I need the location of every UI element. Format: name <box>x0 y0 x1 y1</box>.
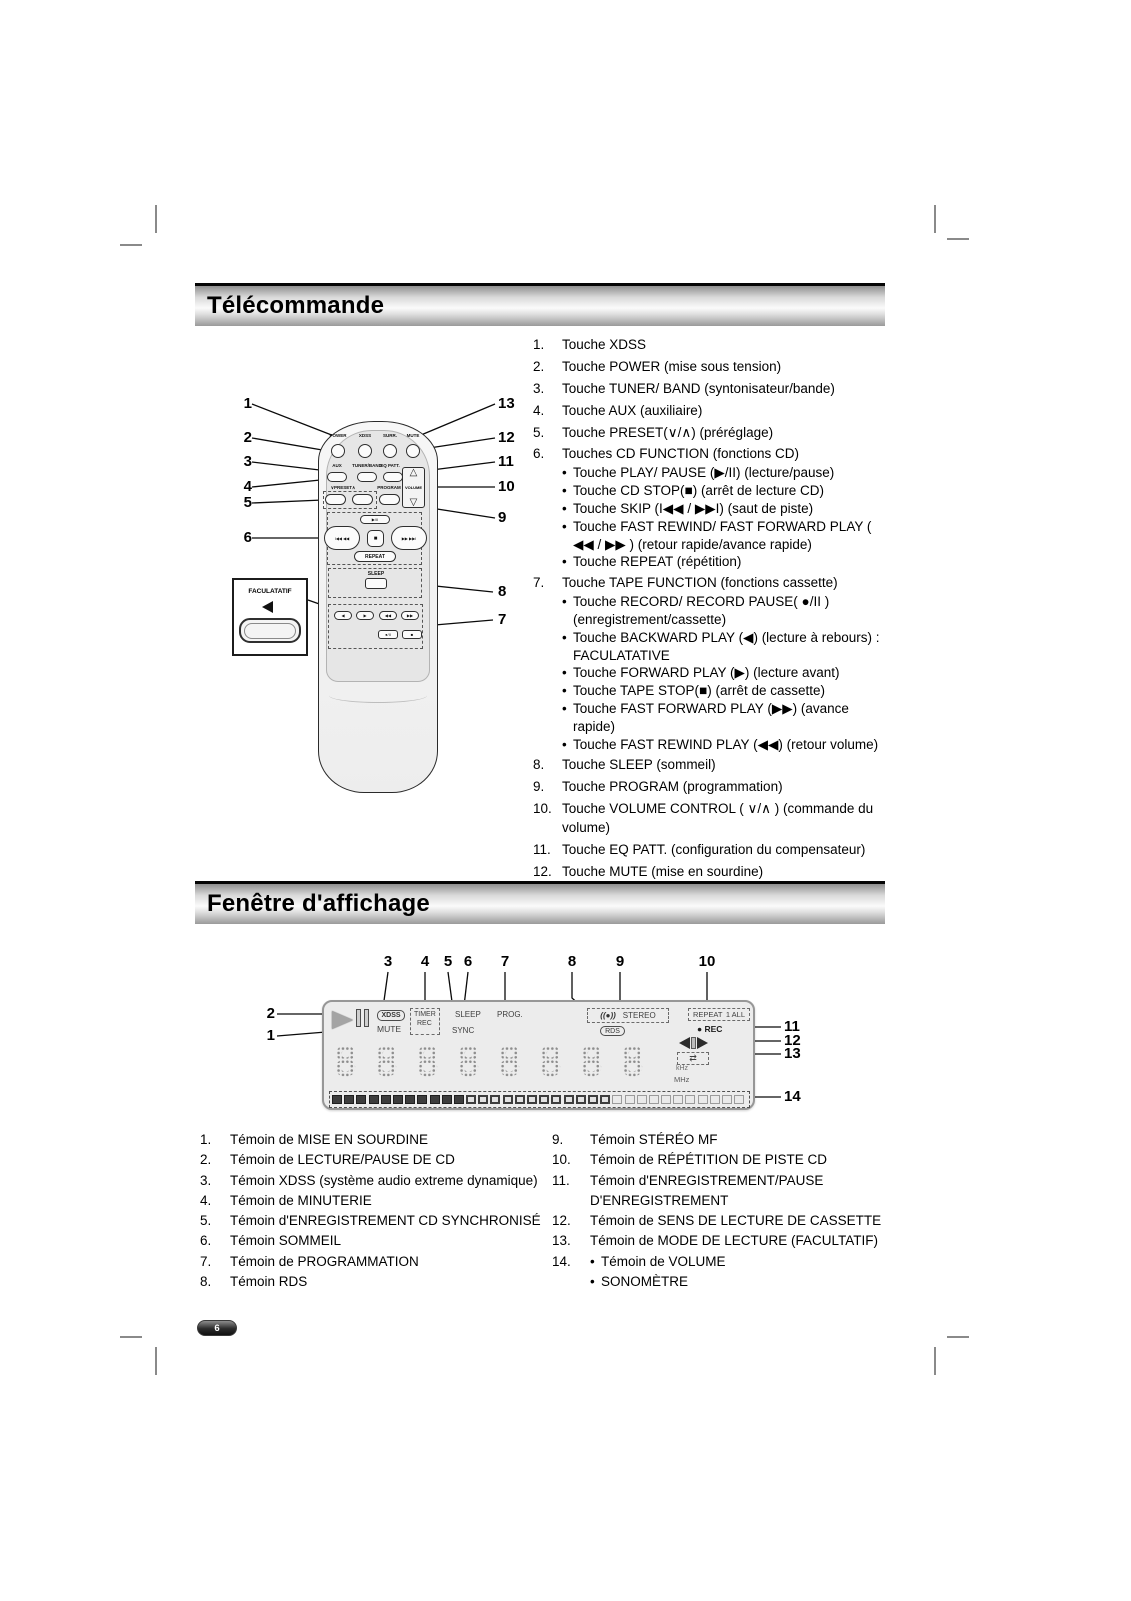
meter-segment <box>539 1095 549 1104</box>
meter-segment <box>661 1095 671 1104</box>
crop-mark <box>947 238 969 240</box>
cd-play-pause-button: ▶/II <box>360 515 390 524</box>
page-number-badge <box>197 1320 237 1336</box>
list-item <box>552 1231 908 1251</box>
display-indicator-list-right <box>552 1130 908 1292</box>
repeat-1-all-indicator: 1 ALL <box>725 1010 745 1019</box>
item-bullet: • Touche RECORD/ RECORD PAUSE( ●/II ) (enregistrement/cassette) <box>562 593 893 629</box>
callout-number: 8 <box>567 953 577 970</box>
item-number: 2. <box>200 1152 212 1168</box>
item-number: 5. <box>200 1213 212 1228</box>
mhz-label: MHz <box>674 1075 690 1084</box>
list-item <box>552 1130 908 1150</box>
list-item <box>533 756 893 775</box>
pause-indicator-icon <box>356 1009 361 1027</box>
callout-number: 14 <box>784 1088 801 1105</box>
meter-segment <box>527 1095 537 1104</box>
list-item <box>533 402 893 421</box>
surr-button <box>383 444 397 458</box>
crop-mark <box>155 1347 157 1375</box>
item-text: Touche AUX (auxiliaire) <box>562 402 703 418</box>
xdss-button-label: XDSS <box>358 433 372 438</box>
mute-button-label: MUTE <box>406 433 420 438</box>
callout-number: 13 <box>784 1045 801 1062</box>
callout-number: 7 <box>500 953 510 970</box>
mute-indicator: MUTE <box>377 1024 402 1034</box>
meter-segment <box>344 1095 354 1104</box>
crop-mark <box>120 244 142 246</box>
remote-body-seam <box>329 688 427 703</box>
crop-mark <box>155 205 157 233</box>
item-number: 5. <box>533 424 545 440</box>
item-number: 6. <box>200 1233 212 1249</box>
item-text: Touches CD FUNCTION (fonctions CD) <box>562 446 800 462</box>
item-text: Témoin de PROGRAMMATION <box>230 1253 419 1269</box>
list-item <box>200 1231 550 1251</box>
item-bullet: • Témoin de VOLUME <box>590 1252 908 1272</box>
meter-segment <box>551 1095 561 1104</box>
meter-segment <box>673 1095 683 1104</box>
callout-number: 4 <box>420 953 430 970</box>
item-bullet: • Touche FAST REWIND/ FAST FORWARD PLAY ( ◀◀ / ▶▶ ) (retour rapide/avance rapide) <box>562 518 893 554</box>
meter-segment <box>430 1095 440 1104</box>
item-number: 14. <box>552 1253 571 1269</box>
callout-number: 9 <box>498 509 507 526</box>
item-number: 12. <box>552 1213 571 1228</box>
crop-mark <box>947 1336 969 1338</box>
crop-mark <box>120 1336 142 1338</box>
item-number: 3. <box>200 1172 212 1188</box>
tuner-band-button-label: TUNER/BAND <box>352 463 382 468</box>
callout-number: 9 <box>615 953 625 970</box>
item-number: 11. <box>552 1172 570 1188</box>
play-indicator-icon <box>332 1011 353 1029</box>
sleep-button <box>365 578 387 589</box>
eq-patt-button <box>383 472 403 482</box>
callout-number: 1 <box>243 395 252 412</box>
item-number: 4. <box>533 402 545 418</box>
item-text: Témoin SOMMEIL <box>230 1233 342 1249</box>
item-text: Touche SLEEP (sommeil) <box>562 757 716 773</box>
meter-segment <box>734 1095 744 1104</box>
item-number: 8. <box>200 1273 212 1289</box>
item-number: 9. <box>533 779 545 795</box>
reverse-mode-indicator-box <box>677 1052 709 1065</box>
list-item <box>533 358 893 377</box>
sleep-button-label: SLEEP <box>367 571 385 577</box>
item-text: Témoin de SENS DE LECTURE DE CASSETTE <box>590 1213 882 1228</box>
repeat-indicator: REPEAT <box>693 1010 723 1019</box>
display-panel <box>322 1000 755 1110</box>
section-title: Fenêtre d'affichage <box>207 890 430 917</box>
list-item <box>533 380 893 399</box>
meter-segment <box>417 1095 427 1104</box>
callout-number: 2 <box>243 429 252 446</box>
meter-segment <box>369 1095 379 1104</box>
faculatatif-button <box>239 618 301 643</box>
callout-number: 1 <box>266 1027 275 1044</box>
item-text: Témoin de MODE DE LECTURE (FACULTATIF) <box>590 1233 879 1249</box>
list-item <box>200 1150 550 1170</box>
callout-number: 7 <box>498 611 507 628</box>
item-text: Témoin d'ENREGISTREMENT CD SYNCHRONISÉ <box>230 1213 541 1228</box>
callout-number: 10 <box>498 478 515 495</box>
callout-number: 3 <box>243 453 252 470</box>
item-number: 10. <box>552 1152 571 1168</box>
item-bullet: • Touche REPEAT (répétition) <box>562 553 893 571</box>
list-item <box>552 1150 908 1170</box>
faculatatif-inset-box <box>232 578 308 656</box>
tuner-band-button <box>357 472 377 482</box>
meter-segment <box>625 1095 635 1104</box>
cd-stop-button: ■ <box>367 530 384 547</box>
item-text: Témoin RDS <box>230 1273 308 1289</box>
timer-indicator: TIMER <box>414 1011 436 1018</box>
meter-segment <box>442 1095 452 1104</box>
item-text: Touche TUNER/ BAND (syntonisateur/bande) <box>562 380 835 396</box>
list-item <box>533 574 893 753</box>
section-title: Télécommande <box>207 292 385 319</box>
tape-direction-indicator <box>679 1037 708 1049</box>
meter-segment <box>478 1095 488 1104</box>
stereo-indicator: STEREO <box>622 1011 656 1020</box>
tape-forward-play-button: ▶ <box>356 611 374 620</box>
meter-segment <box>588 1095 598 1104</box>
item-bullet: • Touche BACKWARD PLAY (◀) (lecture à rebours) : FACULATATIVE <box>562 629 893 665</box>
item-number: 1. <box>200 1132 212 1147</box>
callout-number: 2 <box>266 1005 275 1022</box>
item-bullet: • Touche TAPE STOP(■) (arrêt de cassette) <box>562 682 893 700</box>
list-item <box>552 1171 908 1212</box>
power-button <box>331 444 345 458</box>
meter-segment <box>466 1095 476 1104</box>
callout-number: 6 <box>463 953 473 970</box>
item-number: 6. <box>533 446 545 462</box>
record-indicator: ● REC <box>697 1024 723 1034</box>
display-indicator-list-left <box>200 1130 550 1292</box>
item-text: Touche PROGRAM (programmation) <box>562 779 783 795</box>
callout-number: 13 <box>498 395 515 412</box>
faculatatif-label: FACULATATIF <box>248 588 292 595</box>
callout-number: 5 <box>443 953 453 970</box>
cd-repeat-button: REPEAT <box>354 551 396 562</box>
item-number: 2. <box>533 358 545 374</box>
meter-segment <box>722 1095 732 1104</box>
callout-number: 10 <box>698 953 716 970</box>
eq-patt-button-label: EQ PATT. <box>380 463 400 468</box>
item-text: Touche TAPE FUNCTION (fonctions cassette) <box>562 575 838 591</box>
item-text: Témoin de RÉPÉTITION DE PISTE CD <box>590 1152 828 1168</box>
remote-figure <box>225 388 525 833</box>
cd-skip-back-button: I◀◀ ◀◀ <box>324 526 360 550</box>
crop-mark <box>934 205 936 233</box>
meter-segment <box>490 1095 500 1104</box>
list-item <box>533 778 893 797</box>
item-number: 12. <box>533 863 552 879</box>
meter-segment <box>454 1095 464 1104</box>
repeat-indicator-box <box>688 1008 750 1021</box>
list-item <box>200 1272 550 1292</box>
timer-rec-indicator-box <box>410 1008 440 1035</box>
tape-stop-button: ■ <box>402 630 422 639</box>
item-bullet: • Touche SKIP (I◀◀ / ▶▶I) (saut de piste) <box>562 500 893 518</box>
prog-indicator: PROG. <box>497 1010 523 1019</box>
meter-segment <box>564 1095 574 1104</box>
item-text: Témoin d'ENREGISTREMENT/PAUSE D'ENREGISTREMENT <box>590 1172 824 1208</box>
item-text: Touche POWER (mise sous tension) <box>562 358 782 374</box>
item-number: 7. <box>200 1253 212 1269</box>
meter-segment <box>332 1095 342 1104</box>
stereo-indicator-box <box>587 1008 669 1023</box>
list-item <box>552 1252 908 1293</box>
cd-skip-forward-button: ▶▶ ▶▶I <box>391 526 427 550</box>
callout-number: 4 <box>243 478 252 495</box>
callout-number: 8 <box>498 583 507 600</box>
rec-indicator: REC <box>417 1020 432 1027</box>
xdss-indicator: XDSS <box>377 1010 405 1021</box>
item-text: Témoin de MISE EN SOURDINE <box>230 1132 429 1147</box>
tape-record-button: ●/II <box>378 630 398 639</box>
item-text: Témoin de MINUTERIE <box>230 1192 372 1208</box>
volume-up-button: △ <box>409 467 418 478</box>
frequency-digits: 8 8 8 8 8 8 8 8 <box>333 1038 645 1086</box>
aux-button <box>327 472 347 482</box>
item-text: Touche EQ PATT. (configuration du compensateur) <box>562 841 866 857</box>
list-item <box>533 424 893 443</box>
callout-number: 3 <box>383 953 393 970</box>
list-item <box>533 863 893 882</box>
surr-button-label: SURR. <box>382 433 397 438</box>
item-number: 13. <box>552 1233 571 1249</box>
tape-rewind-button: ◀◀ <box>379 611 397 620</box>
preset-label: ∨PRESET∧ <box>330 485 356 490</box>
section-header-remote <box>195 283 885 326</box>
page-number: 6 <box>214 1322 220 1334</box>
list-item <box>200 1211 550 1231</box>
callout-number: 6 <box>243 529 252 546</box>
program-label: PROGRAM <box>377 485 401 490</box>
preset-down-button <box>325 494 346 505</box>
volume-down-button: ▽ <box>409 497 418 508</box>
tape-backward-play-button: ◀ <box>334 611 352 620</box>
item-bullet: • Touche CD STOP(■) (arrêt de lecture CD) <box>562 482 893 500</box>
volume-level-meter <box>329 1091 750 1108</box>
callout-number: 11 <box>498 453 514 470</box>
stereo-antenna-icon: ((●)) <box>600 1011 616 1020</box>
list-item <box>552 1211 908 1231</box>
list-item <box>200 1252 550 1272</box>
item-text: Touche VOLUME CONTROL ( ∨/∧ ) (commande du volume) <box>562 801 874 836</box>
item-bullet: • Touche PLAY/ PAUSE (▶/II) (lecture/pause) <box>562 464 893 482</box>
crop-mark <box>934 1347 936 1375</box>
list-item <box>533 336 893 355</box>
item-number: 3. <box>533 380 545 396</box>
meter-segment <box>637 1095 647 1104</box>
callout-number: 12 <box>784 1032 801 1049</box>
tape-fast-forward-button: ▶▶ <box>401 611 419 620</box>
display-window-figure <box>255 940 815 1120</box>
meter-segment <box>698 1095 708 1104</box>
remote-function-list <box>533 336 893 907</box>
power-button-label: POWER <box>329 433 347 438</box>
list-item <box>200 1191 550 1211</box>
mute-button <box>406 444 420 458</box>
meter-segment <box>393 1095 403 1104</box>
item-number: 1. <box>533 337 545 352</box>
item-number: 4. <box>200 1192 212 1208</box>
volume-panel <box>402 467 425 508</box>
program-button <box>379 494 400 505</box>
item-number: 11. <box>533 841 551 857</box>
preset-up-button <box>352 494 373 505</box>
meter-segment <box>381 1095 391 1104</box>
item-text: Témoin STÉRÉO MF <box>590 1132 718 1147</box>
meter-segment <box>515 1095 525 1104</box>
meter-segment <box>600 1095 610 1104</box>
rds-indicator: RDS <box>600 1026 625 1036</box>
aux-button-label: AUX <box>332 463 342 468</box>
xdss-button <box>358 444 372 458</box>
volume-label: VOLUME <box>404 485 423 490</box>
list-item <box>200 1171 550 1191</box>
reverse-mode-icon: ⇄ <box>689 1053 697 1063</box>
item-number: 7. <box>533 575 545 591</box>
sleep-indicator: SLEEP <box>455 1010 481 1019</box>
list-item <box>533 841 893 860</box>
meter-segment <box>405 1095 415 1104</box>
item-bullet: • Touche FAST REWIND PLAY (◀◀) (retour volume) <box>562 736 893 754</box>
item-text: Touche MUTE (mise en sourdine) <box>562 863 764 879</box>
meter-segment <box>612 1095 622 1104</box>
item-bullet: • Touche FORWARD PLAY (▶) (lecture avant) <box>562 664 893 682</box>
callout-number: 5 <box>243 494 252 511</box>
meter-segment <box>710 1095 720 1104</box>
item-text: Témoin de LECTURE/PAUSE DE CD <box>230 1152 455 1168</box>
callout-number: 12 <box>498 429 515 446</box>
item-text: Touche XDSS <box>562 337 647 352</box>
item-bullet: • Touche FAST FORWARD PLAY (▶▶) (avance rapide) <box>562 700 893 736</box>
section-header-display <box>195 881 885 924</box>
item-text: Témoin XDSS (système audio extreme dynamique) <box>230 1172 538 1188</box>
meter-segment <box>685 1095 695 1104</box>
meter-segment <box>503 1095 513 1104</box>
item-number: 8. <box>533 757 545 773</box>
pause-indicator-icon <box>364 1009 369 1027</box>
item-number: 10. <box>533 801 552 817</box>
sync-indicator: SYNC <box>452 1026 475 1035</box>
item-text: Touche PRESET(∨/∧) (préréglage) <box>562 424 774 440</box>
meter-segment <box>356 1095 366 1104</box>
backward-play-icon <box>262 601 273 613</box>
list-item <box>533 800 893 838</box>
item-number: 9. <box>552 1132 564 1147</box>
item-bullet: • SONOMÈTRE <box>590 1272 908 1292</box>
callout-number: 11 <box>784 1018 800 1035</box>
khz-label: kHz <box>676 1065 689 1072</box>
list-item <box>200 1130 550 1150</box>
meter-segment <box>649 1095 659 1104</box>
list-item <box>533 445 893 571</box>
meter-segment <box>576 1095 586 1104</box>
